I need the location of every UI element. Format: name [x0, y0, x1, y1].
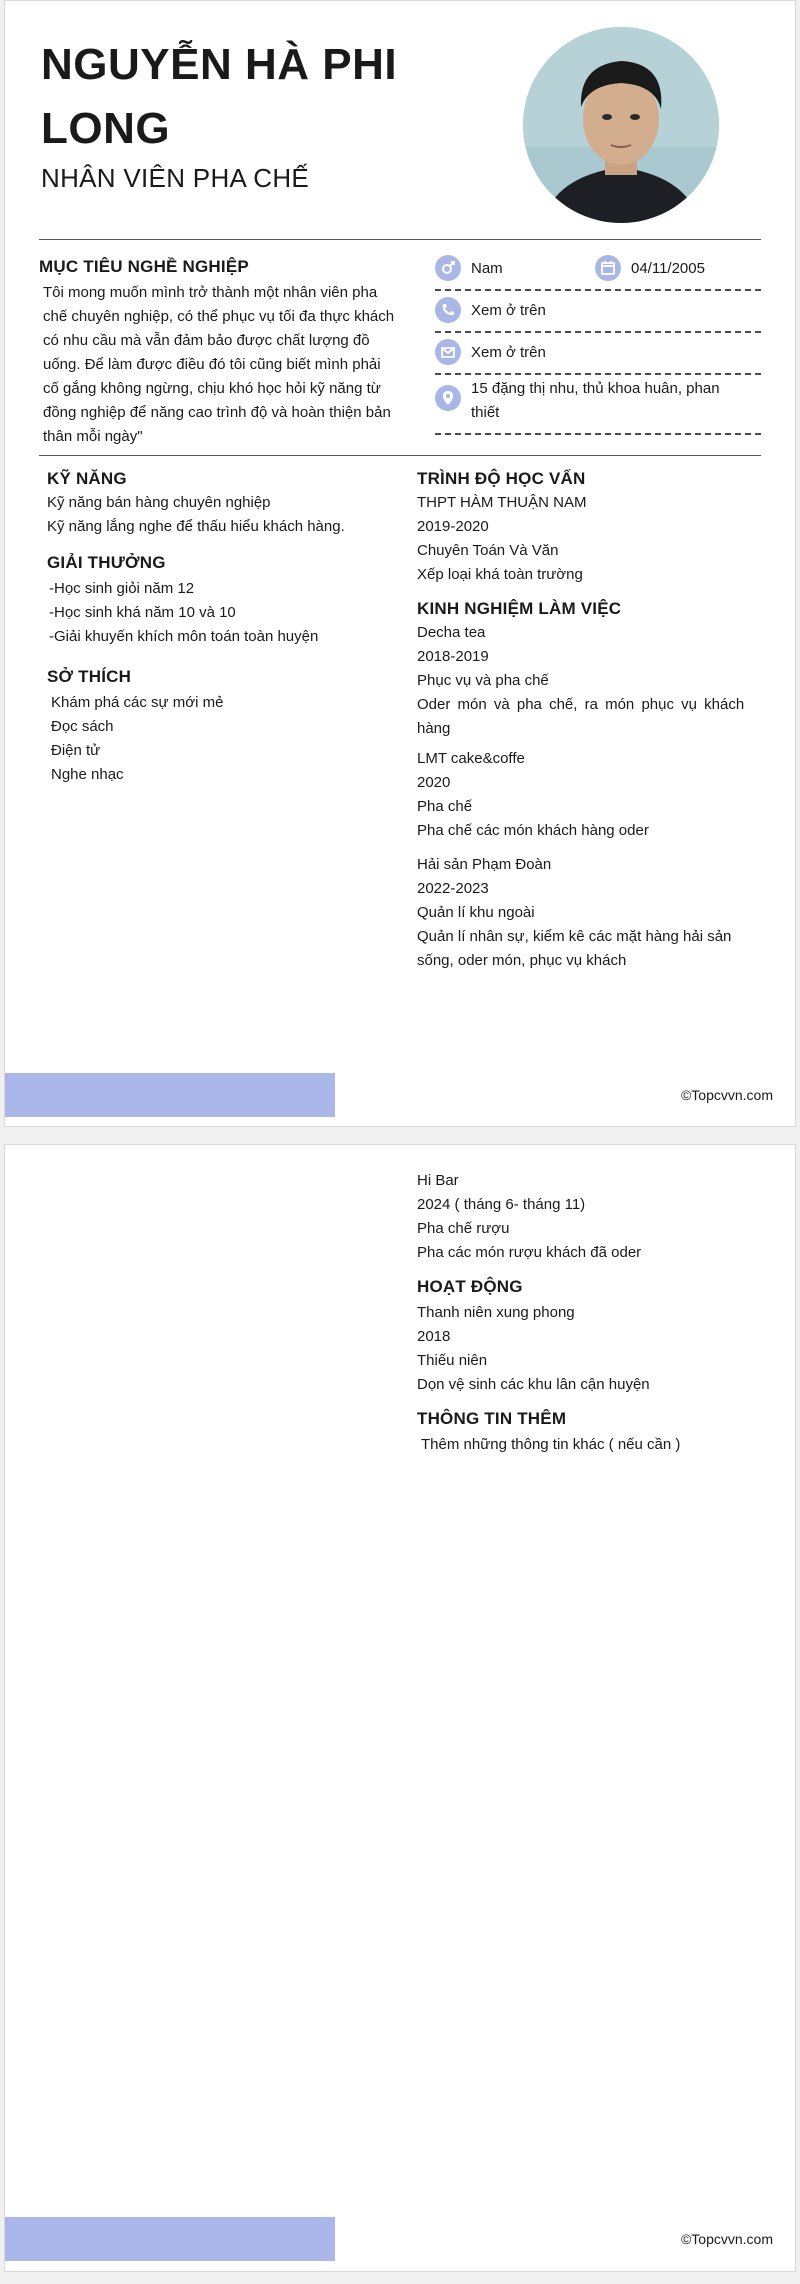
hobby-item: Điện tử [51, 742, 101, 759]
education-years: 2019-2020 [417, 518, 489, 535]
activity-role: Thiếu niên [417, 1352, 488, 1369]
awards-title: GIẢI THƯỞNG [47, 553, 166, 572]
email-icon [435, 339, 461, 365]
contact-phone-row [435, 291, 761, 333]
profile-photo [523, 27, 719, 223]
copyright-link[interactable]: ©Topcvvn.com [680, 2231, 773, 2247]
address-line-1: 15 đặng thị nhu, thủ khoa huân, phan [471, 380, 720, 397]
job-position: Pha chế [417, 798, 473, 815]
copyright-link[interactable]: ©Topcvvn.com [680, 1087, 773, 1103]
hobby-item: Khám phá các sự mới mẻ [51, 694, 224, 711]
job-description: sống, oder món, phục vụ khách [417, 952, 627, 969]
contact-gender-dob-row [435, 249, 761, 291]
activity-year: 2018 [417, 1328, 451, 1345]
email-value: Xem ở trên [471, 344, 546, 361]
additional-info-title: THÔNG TIN THÊM [417, 1409, 567, 1428]
job-description: Pha các món rượu khách đã oder [417, 1244, 642, 1261]
footer-accent-bar [5, 1073, 335, 1117]
activities-title: HOẠT ĐỘNG [417, 1277, 523, 1296]
job-company: Hải sản Phạm Đoàn [417, 856, 552, 873]
job-title: NHÂN VIÊN PHA CHẾ [41, 163, 310, 193]
hobby-item: Nghe nhạc [51, 766, 124, 783]
job-company: Decha tea [417, 624, 486, 641]
job-description: Quản lí nhân sự, kiểm kê các mặt hàng hải sản [417, 928, 732, 945]
experience-title: KINH NGHIỆM LÀM VIỆC [417, 599, 622, 618]
divider [39, 455, 761, 456]
job-period: 2020 [417, 774, 451, 791]
job-period: 2024 ( tháng 6- tháng 11) [417, 1196, 586, 1213]
hobbies-title: SỞ THÍCH [47, 667, 132, 686]
job-company: LMT cake&coffe [417, 750, 525, 767]
contact-email-row [435, 333, 761, 375]
candidate-name: NGUYỄN HÀ PHI LONG [41, 40, 398, 153]
dob-value: 04/11/2005 [631, 260, 705, 277]
job-period: 2018-2019 [417, 648, 489, 665]
education-major: Chuyên Toán Và Văn [417, 542, 559, 559]
gender-value: Nam [471, 260, 503, 277]
calendar-icon [595, 255, 621, 281]
divider [39, 239, 761, 240]
cv-page-1: NGUYỄN HÀ PHI LONG NHÂN VIÊN PHA CHẾ MỤC TIÊU NGHỀ NGHIỆP Tôi mong muốn mình trở thành một nhân viên pha chế chuyên nghiệp, có thể phục vụ tối đa thực khách có nhu cầu mà vẫn đảm bảo được chất lượng đồ uống. Để làm được điều đó tôi cũng biết mình phải cố gắng không ngừng, chịu khó học hỏi kỹ năng từ đồng nghiệp để năng cao trình độ và hoàn thiện bản thân mỗi ngày" Nam 04/11/2005 Xem ở trên Xem ở trên 15 đặng thị nhu, thủ khoa huân, phan thiết KỸ NĂNG Kỹ năng bán hàng chuyên nghiệp Kỹ năng lắng nghe để thấu hiểu khách hàng. GIẢI THƯỞNG -Học sinh giỏi năm 12 -Học sinh khá năm 10 và 10 -Giải khuyến khích môn toán toàn huyện SỞ THÍCH Khám phá các sự mới mẻ Đọc sách Điện tử Nghe nhạc TRÌNH ĐỘ HỌC VẤN THPT HÀM THUẬN NAM 2019-2020 Chuyên Toán Và Văn Xếp loại khá toàn trường KINH NGHIỆM LÀM VIỆC Decha tea 2018-2019 Phục vụ và pha chế Oder món và pha chế, ra món phục vụ khách hàng LMT cake&coffe 2020 Pha chế Pha chế các món khách hàng oder Hải sản Phạm Đoàn 2022-2023 Quản lí khu ngoài Quản lí nhân sự, kiểm kê các mặt hàng hải sản sống, oder món, phục vụ khách ©Topcvvn.com [4, 0, 796, 1127]
award-item: -Học sinh khá năm 10 và 10 [49, 604, 236, 621]
address-line-2: thiết [471, 404, 500, 421]
award-item: -Giải khuyến khích môn toán toàn huyện [49, 628, 319, 645]
job-description: Oder món và pha chế, ra món phục vụ khách [417, 696, 745, 713]
education-school: THPT HÀM THUẬN NAM [417, 494, 587, 511]
education-title: TRÌNH ĐỘ HỌC VẤN [417, 469, 586, 488]
skill-item: Kỹ năng lắng nghe để thấu hiểu khách hàng. [47, 518, 345, 535]
job-description: Pha chế các món khách hàng oder [417, 822, 649, 839]
skill-item: Kỹ năng bán hàng chuyên nghiệp [47, 494, 271, 511]
location-icon [435, 385, 461, 411]
education-note: Xếp loại khá toàn trường [417, 566, 583, 583]
job-description: hàng [417, 720, 451, 737]
phone-icon [435, 297, 461, 323]
job-company: Hi Bar [417, 1172, 459, 1189]
footer-accent-bar [5, 2217, 335, 2261]
phone-value: Xem ở trên [471, 302, 546, 319]
objective-title: MỤC TIÊU NGHỀ NGHIỆP [39, 257, 249, 276]
additional-info-text: Thêm những thông tin khác ( nếu cần ) [421, 1436, 681, 1453]
skills-title: KỸ NĂNG [47, 469, 127, 488]
job-period: 2022-2023 [417, 880, 489, 897]
contact-address-row [435, 375, 761, 435]
activity-description: Dọn vệ sinh các khu lân cận huyện [417, 1376, 650, 1393]
activity-org: Thanh niên xung phong [417, 1304, 575, 1321]
cv-page-2 [4, 1144, 796, 2272]
gender-icon [435, 255, 461, 281]
job-position: Phục vụ và pha chế [417, 672, 549, 689]
job-position: Pha chế rượu [417, 1220, 510, 1237]
award-item: -Học sinh giỏi năm 12 [49, 580, 195, 597]
hobby-item: Đọc sách [51, 718, 114, 735]
job-position: Quản lí khu ngoài [417, 904, 535, 921]
